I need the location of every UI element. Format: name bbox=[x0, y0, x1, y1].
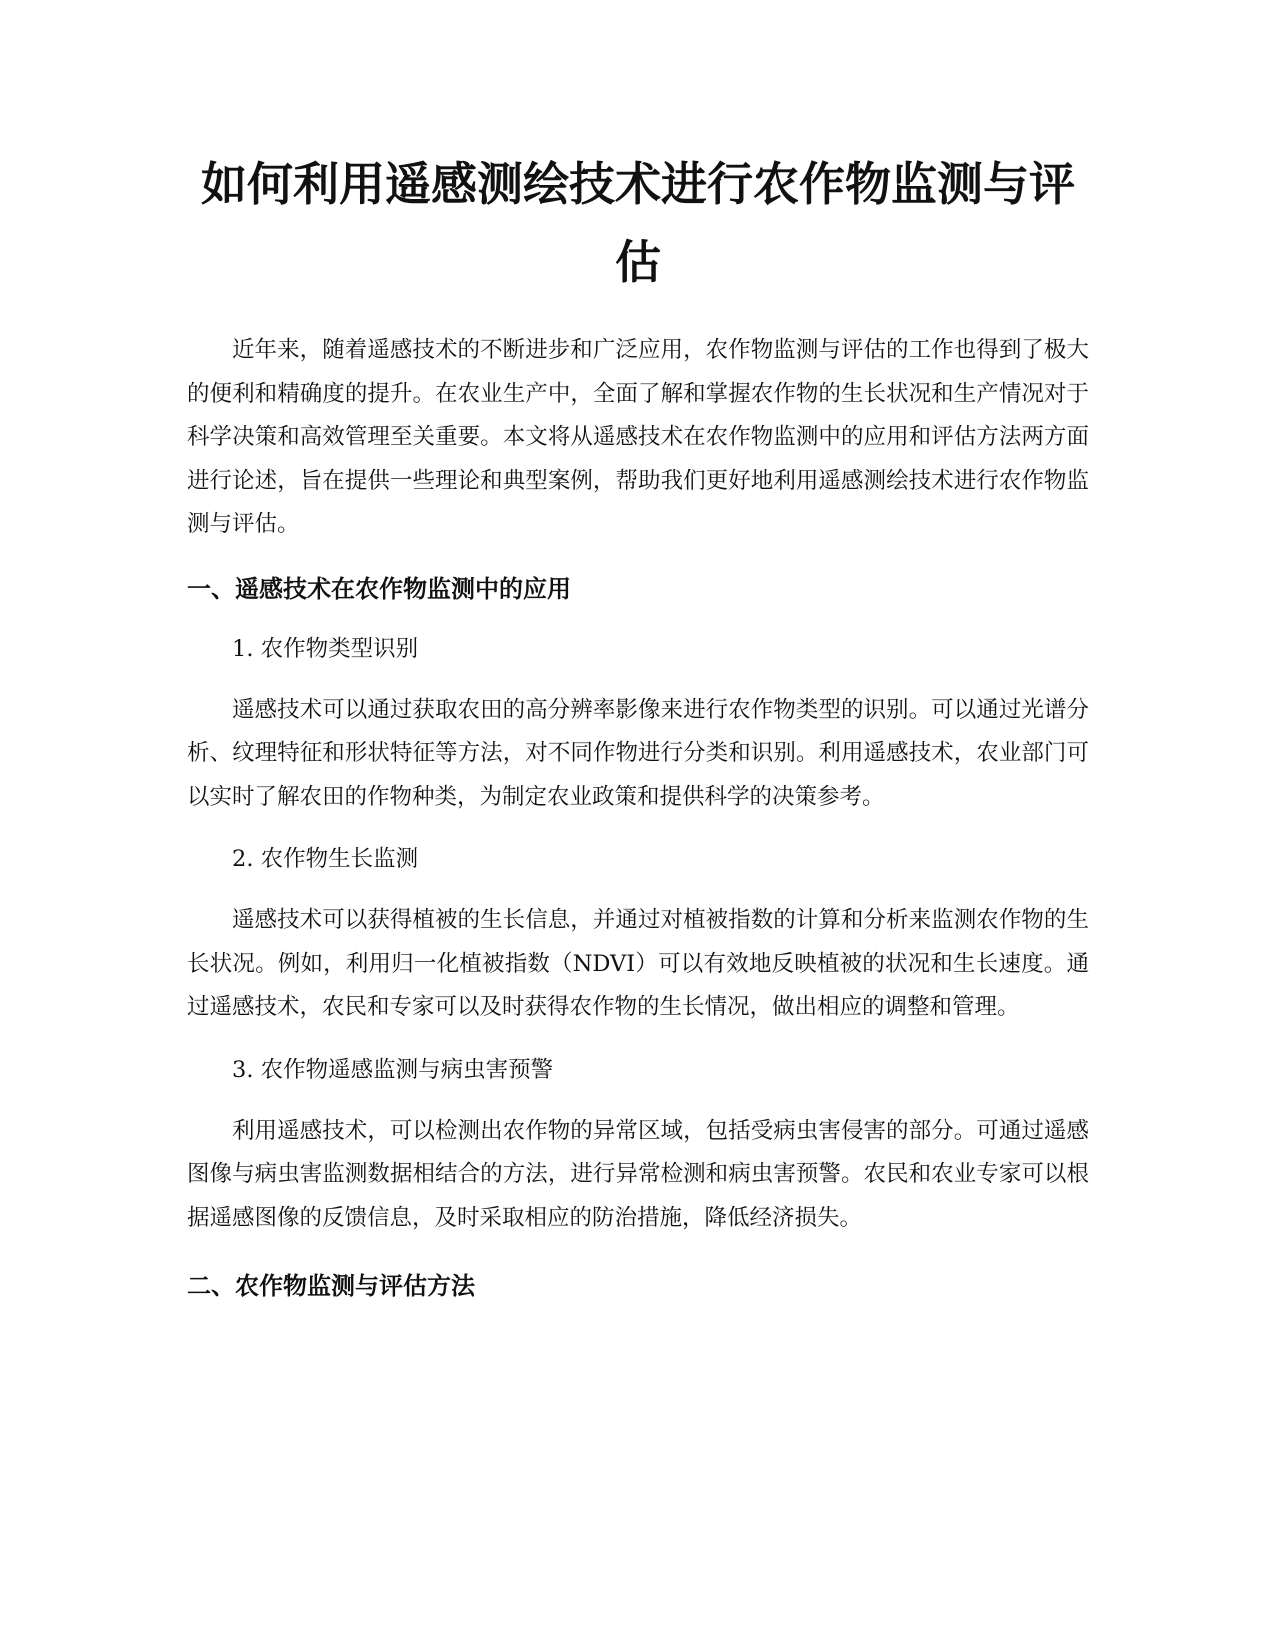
intro-paragraph: 近年来，随着遥感技术的不断进步和广泛应用，农作物监测与评估的工作也得到了极大的便利和精确度的提升。在农业生产中，全面了解和掌握农作物的生长状况和生产情况对于科学决策和高效管理至关重要。本文将从遥感技术在农作物监测中的应用和评估方法两方面进行论述，旨在提供一些理论和典型案例，帮助我们更好地利用遥感测绘技术进行农作物监测与评估。 bbox=[187, 337, 1089, 537]
subsection-2-title: 2. 农作物生长监测 bbox=[232, 846, 419, 872]
document-title: 如何利用遥感测绘技术进行农作物监测与评估 bbox=[201, 157, 1075, 289]
subsection-3-paragraph: 利用遥感技术，可以检测出农作物的异常区域，包括受病虫害侵害的部分。可通过遥感图像与病虫害监测数据相结合的方法，进行异常检测和病虫害预警。农民和农业专家可以根据遥感图像的反馈信息，及时采取相应的防治措施，降低经济损失。 bbox=[187, 1117, 1089, 1231]
subsection-2-paragraph: 遥感技术可以获得植被的生长信息，并通过对植被指数的计算和分析来监测农作物的生长状况。例如，利用归一化植被指数（NDVI）可以有效地反映植被的状况和生长速度。通过遥感技术，农民和专家可以及时获得农作物的生长情况，做出相应的调整和管理。 bbox=[187, 907, 1089, 1020]
section-1-heading: 一、遥感技术在农作物监测中的应用 bbox=[187, 574, 571, 603]
subsection-1-paragraph: 遥感技术可以通过获取农田的高分辨率影像来进行农作物类型的识别。可以通过光谱分析、纹理特征和形状特征等方法，对不同作物进行分类和识别。利用遥感技术，农业部门可以实时了解农田的作物种类，为制定农业政策和提供科学的决策参考。 bbox=[187, 696, 1089, 810]
document-body bbox=[187, 145, 1089, 1306]
section-2-heading: 二、农作物监测与评估方法 bbox=[187, 1272, 475, 1300]
subsection-3-title: 3. 农作物遥感监测与病虫害预警 bbox=[232, 1056, 554, 1083]
subsection-1-title: 1. 农作物类型识别 bbox=[232, 635, 419, 662]
